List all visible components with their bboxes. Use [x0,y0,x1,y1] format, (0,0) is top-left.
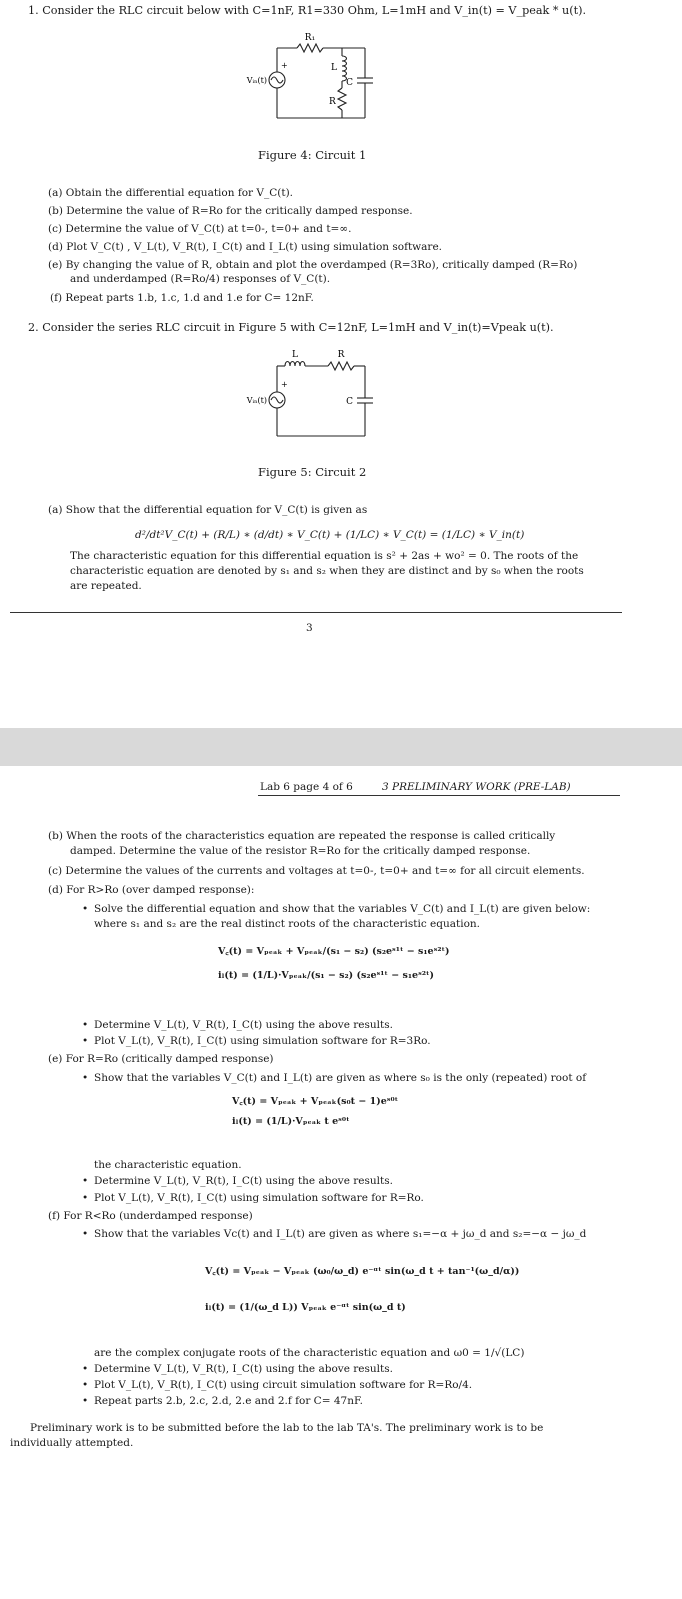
q1-part-d: (d) Plot V_C(t) , V_L(t), V_R(t), I_C(t) and I_L(t) using simulation software. [48,241,442,253]
part-e-bullet-3: • Plot V_L(t), V_R(t), I_C(t) using simulation software for R=Ro. [94,1191,424,1205]
capacitor-label: C [346,78,353,88]
part-b-line-2: damped. Determine the value of the resistor R=Ro for the critically damped response. [70,845,531,857]
underdamped-il-equation: iₗ(t) = (1/(ω_d L)) Vₚₑₐₖ e⁻ᵅᵗ sin(ω_d t) [205,1302,406,1313]
part-e-bullet-2: • Determine V_L(t), V_R(t), I_C(t) using the above results. [94,1174,393,1188]
source-label: Vᵢₙ(t) [246,396,267,405]
critical-il-equation: iₗ(t) = (1/L)·Vₚₑₐₖ t eˢ⁰ᵗ [232,1116,350,1127]
part-d-line: (d) For R>Ro (over damped response): [48,884,255,896]
q2-text-line-1: The characteristic equation for this differential equation is s² + 2as + wo² = 0. The roots of the [70,550,579,562]
figure-5-caption: Figure 5: Circuit 2 [258,465,367,479]
inductor-label: L [331,63,337,73]
page-4 [0,766,682,1599]
q1-part-c: (c) Determine the value of V_C(t) at t=0-, t=0+ and t=∞. [48,223,352,235]
critical-vc-equation: V꜀(t) = Vₚₑₐₖ + Vₚₑₐₖ(s₀t − 1)eˢ⁰ᵗ [232,1096,399,1107]
part-e-cont: the characteristic equation. [94,1159,242,1171]
source-label: Vᵢₙ(t) [246,76,267,85]
q1-part-a: (a) Obtain the differential equation for V_C(t). [48,187,294,199]
question-2-intro: 2. Consider the series RLC circuit in Figure 5 with C=12nF, L=1mH and V_in(t)=Vpeak u(t). [28,321,554,334]
part-f-bullet-2: • Determine V_L(t), V_R(t), I_C(t) using the above results. [94,1362,393,1376]
overdamped-il-equation: iₗ(t) = (1/L)·Vₚₑₐₖ/(s₁ − s₂) (s₂eˢ¹ᵗ − s₁eˢ²ᵗ) [218,970,435,981]
question-1-intro: 1. Consider the RLC circuit below with C=1nF, R1=330 Ohm, L=1mH and V_in(t) = V_peak * u(t). [28,4,587,17]
part-d-bullet-1: • Solve the differential equation and show that the variables V_C(t) and I_L(t) are given below: [94,902,590,916]
q1-part-b: (b) Determine the value of R=Ro for the critically damped response. [48,205,413,217]
header-left: Lab 6 page 4 of 6 [260,781,353,793]
page-3 [0,0,682,728]
q1-part-f: (f) Repeat parts 1.b, 1.c, 1.d and 1.e for C= 12nF. [50,292,314,304]
part-f-bullet-1: • Show that the variables Vc(t) and I_L(t) are given as where s₁=−α + jω_d and s₂=−α − jω_d [94,1227,586,1241]
source-plus: + [281,61,288,70]
resistor-label: R [329,97,336,107]
part-f-bullet-3: • Plot V_L(t), V_R(t), I_C(t) using circuit simulation software for R=Ro/4. [94,1378,472,1392]
part-d-bullet-3: • Plot V_L(t), V_R(t), I_C(t) using simulation software for R=3Ro. [94,1034,431,1048]
r1-label: R₁ [304,33,316,43]
part-d-bullet-1-cont: where s₁ and s₂ are the real distinct roots of the characteristic equation. [94,918,480,930]
page-separator [0,728,682,766]
part-b-line-1: (b) When the roots of the characteristics equation are repeated the response is called critically [48,830,556,842]
part-f-line: (f) For R<Ro (underdamped response) [48,1210,253,1222]
source-plus: + [281,380,288,389]
part-f-bullet-4: • Repeat parts 2.b, 2.c, 2.d, 2.e and 2.f for C= 47nF. [94,1394,363,1408]
q1-part-e: (e) By changing the value of R, obtain and plot the overdamped (R=3Ro), critically damped (R=Ro) [48,259,578,271]
underdamped-vc-equation: V꜀(t) = Vₚₑₐₖ − Vₚₑₐₖ (ω₀/ω_d) e⁻ᵅᵗ sin(ω_d t + tan⁻¹(ω_d/α)) [205,1266,520,1277]
figure-4-caption: Figure 4: Circuit 1 [258,148,367,162]
q2-text-line-3: are repeated. [70,580,142,592]
part-e-line: (e) For R=Ro (critically damped response) [48,1053,274,1065]
footer-line-1: Preliminary work is to be submitted before the lab to the lab TA's. The preliminary work is to be [30,1422,544,1434]
part-c-line: (c) Determine the values of the currents and voltages at t=0-, t=0+ and t=∞ for all circuit elements. [48,865,585,877]
header-rule [258,795,620,796]
overdamped-vc-equation: V꜀(t) = Vₚₑₐₖ + Vₚₑₐₖ/(s₁ − s₂) (s₂eˢ¹ᵗ − s₁eˢ²ᵗ) [218,946,450,957]
page-number: 3 [306,622,313,634]
part-e-bullet-1: • Show that the variables V_C(t) and I_L(t) are given as where s₀ is the only (repeated) root of [94,1071,586,1085]
q2-differential-equation: d²/dt²V_C(t) + (R/L) ∗ (d/dt) ∗ V_C(t) + (1/LC) ∗ V_C(t) = (1/LC) ∗ V_in(t) [135,529,525,541]
q2-part-a: (a) Show that the differential equation for V_C(t) is given as [48,504,368,516]
q2-text-line-2: characteristic equation are denoted by s₁ and s₂ when they are distinct and by s₀ when the roots [70,565,584,577]
capacitor-label: C [346,397,353,407]
part-d-bullet-2: • Determine V_L(t), V_R(t), I_C(t) using the above results. [94,1018,393,1032]
q1-part-e-cont: and underdamped (R=Ro/4) responses of V_C(t). [70,273,331,285]
resistor-label: R [337,350,345,360]
circuit-1-diagram [225,30,385,135]
footer-rule [10,612,622,613]
footer-line-2: individually attempted. [10,1437,134,1449]
inductor-label: L [292,350,298,360]
header-right: 3 PRELIMINARY WORK (PRE-LAB) [382,781,571,793]
part-f-cont: are the complex conjugate roots of the characteristic equation and ω0 = 1/√(LC) [94,1347,525,1359]
circuit-2-diagram [225,348,385,448]
